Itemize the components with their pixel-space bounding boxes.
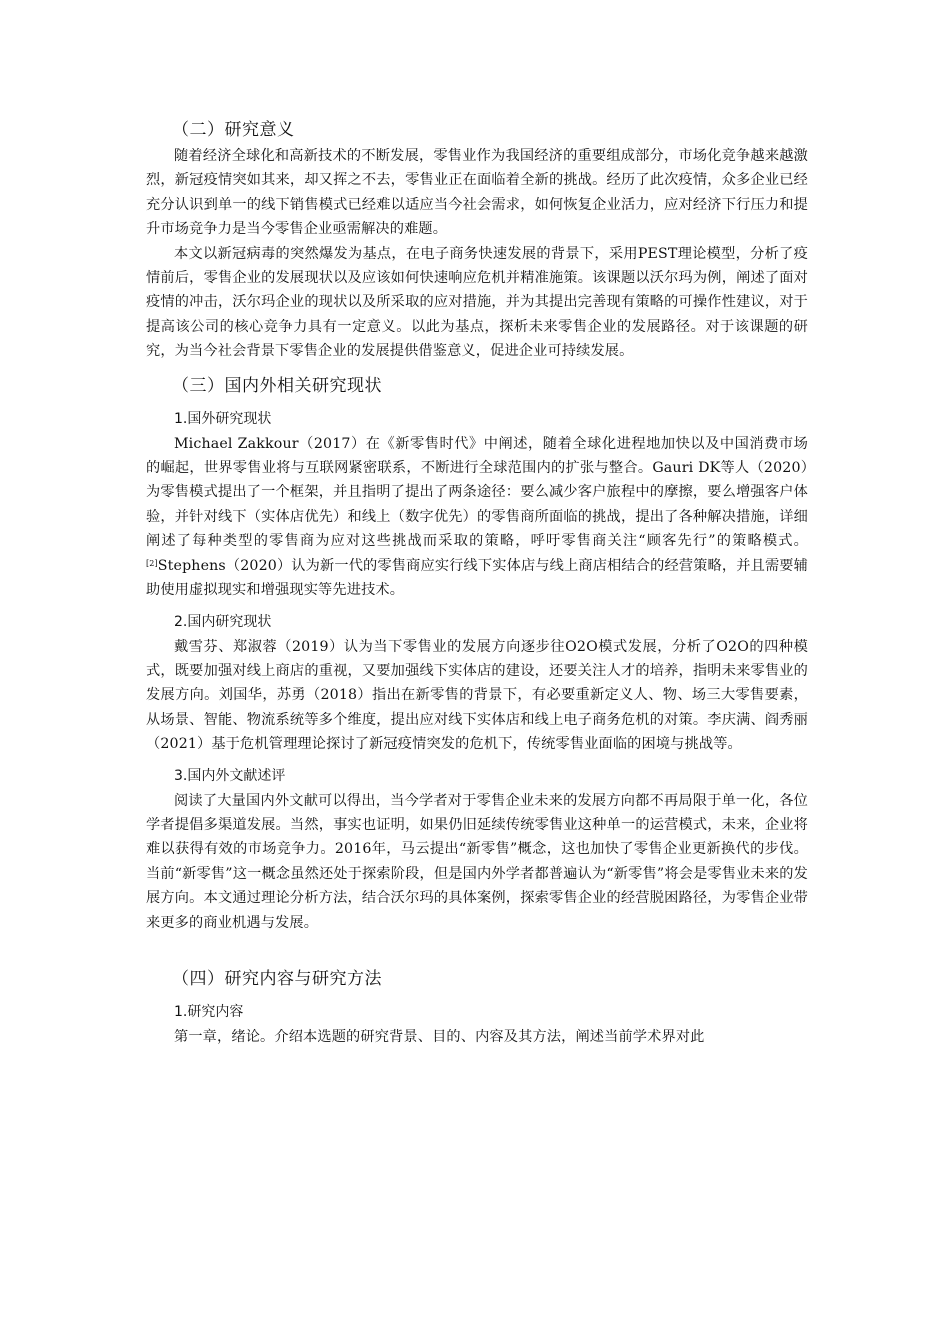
paragraph-foreign-research [146,432,808,603]
subsection-heading-foreign: 1.国外研究现状 [174,410,272,427]
paragraph-foreign-text-2: Stephens（2020）认为新一代的零售商应实行线下实体店与线上商店相结合的经营策略，并且需要辅助使用虚拟现实和增强现实等先进技术。 [146,557,808,599]
citation-reference: [2] [146,558,158,568]
paragraph-domestic-research: 戴雪芬、郑淑蓉（2019）认为当下零售业的发展方向逐步往O2O模式发展，分析了O2O的四种模式，既要加强对线上商店的重视，又要加强线下实体店的建设，还要关注人才的培养，指明未来零售业的发展方向。刘国华，苏勇（2018）指出在新零售的背景下，有必要重新定义人、物、场三大零售要素，从场景、智能、物流系统等多个维度，提出应对线下实体店和线上电子商务危机的对策。李庆满、阎秀丽（2021）基于危机管理理论探讨了新冠疫情突发的危机下，传统零售业面临的困境与挑战等。 [146,638,808,753]
paragraph-literature-review: 阅读了大量国内外文献可以得出，当今学者对于零售企业未来的发展方向都不再局限于单一化，各位学者提倡多渠道发展。当然，事实也证明，如果仍旧延续传统零售业这种单一的运营模式，未来，企业将难以获得有效的市场竞争力。2016年，马云提出“新零售”概念，这也加快了零售企业更新换代的步伐。当前“新零售”这一概念虽然还处于探索阶段，但是国内外学者都普遍认为“新零售”将会是零售业未来的发展方向。本文通过理论分析方法，结合沃尔玛的具体案例，探索零售企业的经营脱困路径，为零售企业带来更多的商业机遇与发展。 [146,792,808,931]
spacer [146,935,808,965]
section-heading-significance: （二）研究意义 [172,120,295,140]
section-heading-content-methods: （四）研究内容与研究方法 [172,968,382,989]
subsection-heading-research-content: 1.研究内容 [174,1003,244,1020]
document-body [146,116,808,1049]
paragraph-significance-2: 本文以新冠病毒的突然爆发为基点，在电子商务快速发展的背景下，采用PEST理论模型，分析了疫情前后，零售企业的发展现状以及应该如何快速响应危机并精准施策。该课题以沃尔玛为例，阐述了面对疫情的冲击，沃尔玛企业的现状以及所采取的应对措施，并为其提出完善现有策略的可操作性建议，对于提高该公司的核心竞争力具有一定意义。以此为基点，探析未来零售企业的发展路径。对于该课题的研究，为当今社会背景下零售企业的发展提供借鉴意义，促进企业可持续发展。 [146,245,808,360]
subsection-heading-domestic: 2.国内研究现状 [174,613,272,630]
subsection-heading-review: 3.国内外文献述评 [174,767,286,784]
paragraph-research-content: 第一章，绪论。介绍本选题的研究背景、目的、内容及其方法，阐述当前学术界对此 [174,1028,705,1045]
paragraph-foreign-text-1: Michael Zakkour（2017）在《新零售时代》中阐述，随着全球化进程地加快以及中国消费市场的崛起，世界零售业将与互联网紧密联系，不断进行全球范围内的扩张与整合。Gauri DK等人（2020）为零售模式提出了一个框架，并且指明了提出了两条途径：要么减少客户旅程中的摩擦，要么增强客户体验，并针对线下（实体店优先）和线上（数字优先）的零售商所面临的挑战，提出了各种解决措施，详细阐述了每种类型的零售商为应对这些挑战而采取的策略，呼吁零售商关注“顾客先行”的策略模式。 [146,435,808,550]
paragraph-significance-1: 随着经济全球化和高新技术的不断发展，零售业作为我国经济的重要组成部分，市场化竞争越来越激烈，新冠疫情突如其来，却又挥之不去，零售业正在面临着全新的挑战。经历了此次疫情，众多企业已经充分认识到单一的线下销售模式已经难以适应当今社会需求，如何恢复企业活力，应对经济下行压力和提升市场竞争力是当今零售企业亟需解决的难题。 [146,148,808,238]
section-heading-literature: （三）国内外相关研究现状 [172,375,382,396]
spacer [146,364,808,372]
